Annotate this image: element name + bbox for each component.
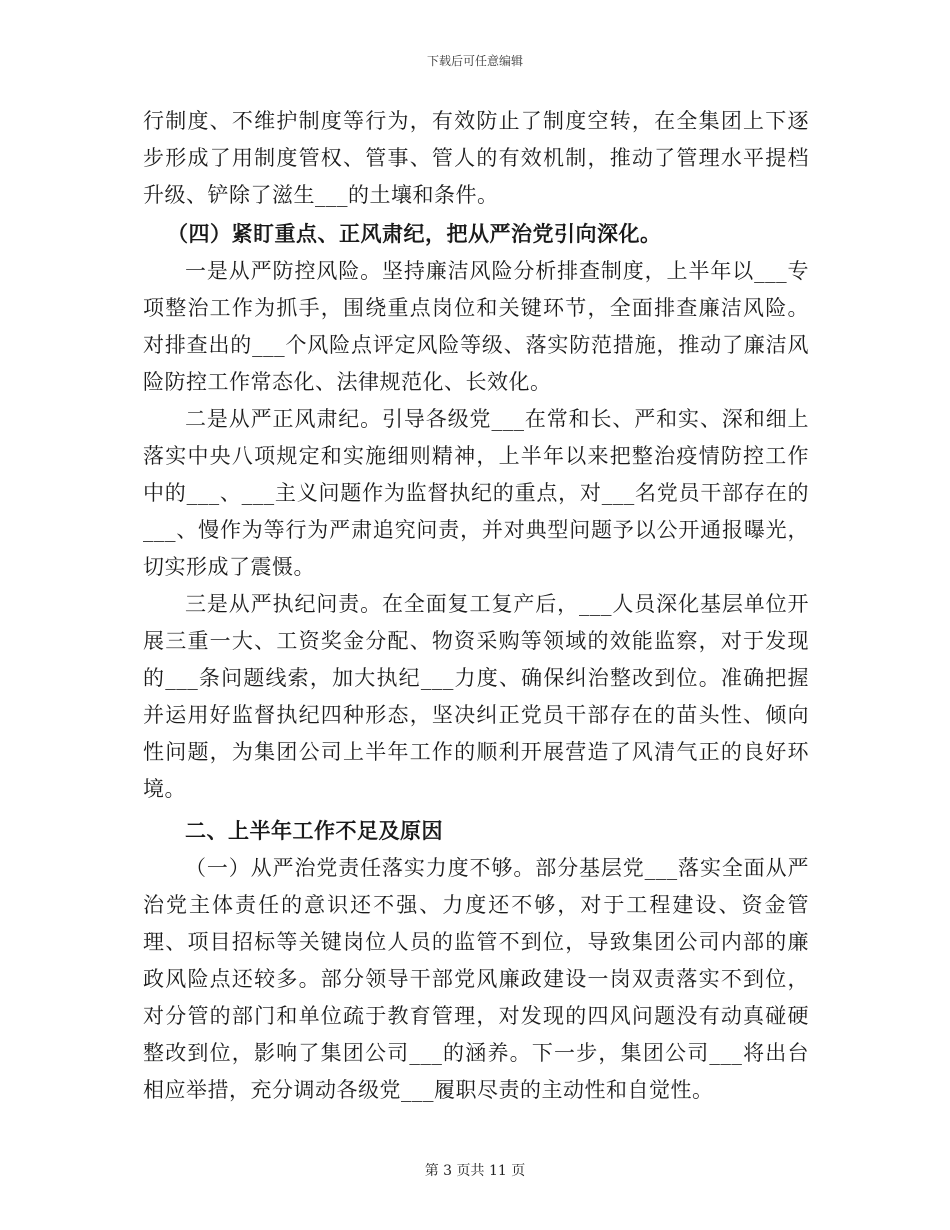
page-header: 下载后可任意编辑 [426,54,523,68]
section-heading-4: （四）紧盯重点、正风肃纪，把从严治党引向深化。 [167,221,662,246]
paragraph-risk-control: 一是从严防控风险。坚持廉洁风险分析排查制度，上半年以___专项整治工作为抓手，围绕重点岗位和关键环节，全面排查廉洁风险。对排查出的___个风险点评定风险等级、落实防范措施，推动了廉洁风险防控工作常态化、法律规范化、长效化。 [143,259,809,394]
page-footer: 第 3 页共 11 页 [424,1163,526,1179]
paragraph-accountability: 三是从严执纪问责。在全面复工复产后，___人员深化基层单位开展三重一大、工资奖金分配、物资采购等领域的效能监察，对于发现的___条问题线索，加大执纪___力度、确保纠治整改到位。准确把握并运用好监督执纪四种形态，坚决纠正党员干部存在的苗头性、倾向性问题，为集团公司上半年工作的顺利开展营造了风清气正的良好环境。 [143,592,809,801]
paragraph-continued: 行制度、不维护制度等行为，有效防止了制度空转，在全集团上下逐步形成了用制度管权、管事、管人的有效机制，推动了管理水平提档升级、铲除了滋生___的土壤和条件。 [143,109,809,207]
section-heading-2: 二、上半年工作不足及原因 [185,818,443,843]
paragraph-shortcomings: （一）从严治党责任落实力度不够。部分基层党___落实全面从严治党主体责任的意识还不强、力度还不够，对于工程建设、资金管理、项目招标等关键岗位人员的监管不到位，导致集团公司内部的廉政风险点还较多。部分领导干部党风廉政建设一岗双责落实不到位，对分管的部门和单位疏于教育管理，对发现的四风问题没有动真碰硬整改到位，影响了集团公司___的涵养。下一步，集团公司___将出台相应举措，充分调动各级党___履职尽责的主动性和自觉性。 [143,856,809,1102]
document-body [143,103,809,1109]
paragraph-discipline: 二是从严正风肃纪。引导各级党___在常和长、严和实、深和细上落实中央八项规定和实施细则精神，上半年以来把整治疫情防控工作中的___、___主义问题作为监督执纪的重点，对___名党员干部存在的___、慢作为等行为严肃追究问责，并对典型问题予以公开通报曝光，切实形成了震慑。 [143,407,809,579]
